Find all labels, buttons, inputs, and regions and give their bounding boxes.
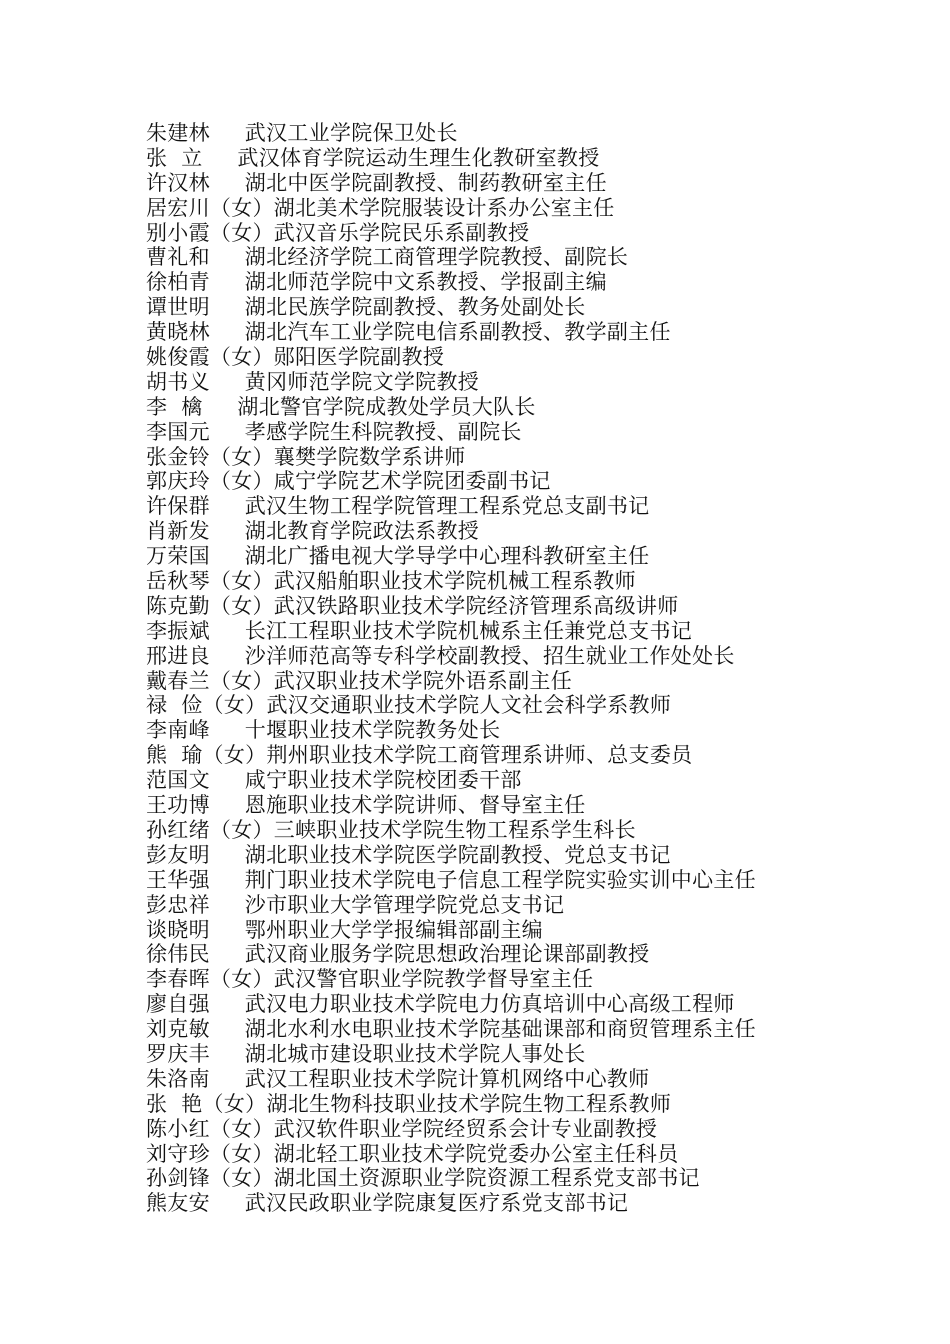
list-item: 郭庆玲（女）咸宁学院艺术学院团委副书记	[146, 469, 551, 494]
list-item: 李振斌 长江工程职业技术学院机械系主任兼党总支书记	[146, 618, 693, 643]
list-item: 李国元 孝感学院生科院教授、副院长	[146, 419, 522, 444]
list-item: 陈小红（女）武汉软件职业学院经贸系会计专业副教授	[146, 1116, 658, 1141]
list-item: 孙红绪（女）三峡职业技术学院生物工程系学生科长	[146, 817, 636, 842]
list-item: 姚俊霞（女）郧阳医学院副教授	[146, 345, 445, 370]
list-item: 廖自强 武汉电力职业技术学院电力仿真培训中心高级工程师	[146, 992, 735, 1017]
list-item: 李南峰 十堰职业技术学院教务处长	[146, 718, 501, 743]
list-item: 张 艳（女）湖北生物科技职业技术学院生物工程系教师	[146, 1091, 672, 1116]
list-item: 孙剑锋（女）湖北国土资源职业学院资源工程系党支部书记	[146, 1166, 700, 1191]
list-item: 许汉林 湖北中医学院副教授、制药教研室主任	[146, 170, 607, 195]
list-item: 邢进良 沙洋师范高等专科学校副教授、招生就业工作处处长	[146, 643, 735, 668]
list-item: 刘克敏 湖北水利水电职业技术学院基础课部和商贸管理系主任	[146, 1017, 756, 1042]
list-item: 彭友明 湖北职业技术学院医学院副教授、党总支书记	[146, 842, 671, 867]
list-item: 张金铃（女）襄樊学院数学系讲师	[146, 444, 466, 469]
list-item: 熊 瑜（女）荆州职业技术学院工商管理系讲师、总支委员	[146, 743, 693, 768]
list-item: 谈晓明 鄂州职业大学学报编辑部副主编	[146, 917, 543, 942]
list-item: 李春晖（女）武汉警官职业学院教学督导室主任	[146, 967, 594, 992]
list-item: 许保群 武汉生物工程学院管理工程系党总支副书记	[146, 494, 650, 519]
list-item: 张 立 武汉体育学院运动生理生化教研室教授	[146, 145, 600, 170]
list-item: 范国文 咸宁职业技术学院校团委干部	[146, 768, 522, 793]
list-item: 陈克勤（女）武汉铁路职业技术学院经济管理系高级讲师	[146, 593, 679, 618]
list-item: 李 檎 湖北警官学院成教处学员大队长	[146, 394, 536, 419]
list-item: 谭世明 湖北民族学院副教授、教务处副处长	[146, 295, 586, 320]
list-item: 万荣国 湖北广播电视大学导学中心理科教研室主任	[146, 544, 650, 569]
list-item: 徐柏青 湖北师范学院中文系教授、学报副主编	[146, 270, 607, 295]
list-item: 别小霞（女）武汉音乐学院民乐系副教授	[146, 220, 530, 245]
name-list	[146, 121, 846, 1216]
list-item: 罗庆丰 湖北城市建设职业技术学院人事处长	[146, 1041, 586, 1066]
list-item: 黄晓林 湖北汽车工业学院电信系副教授、教学副主任	[146, 320, 671, 345]
list-item: 刘守珍（女）湖北轻工职业技术学院党委办公室主任科员	[146, 1141, 679, 1166]
list-item: 王功博 恩施职业技术学院讲师、督导室主任	[146, 793, 586, 818]
list-item: 朱洛南 武汉工程职业技术学院计算机网络中心教师	[146, 1066, 650, 1091]
list-item: 胡书义 黄冈师范学院文学院教授	[146, 369, 480, 394]
list-item: 徐伟民 武汉商业服务学院思想政治理论课部副教授	[146, 942, 650, 967]
list-item: 肖新发 湖北教育学院政法系教授	[146, 519, 480, 544]
list-item: 彭忠祥 沙市职业大学管理学院党总支书记	[146, 892, 565, 917]
list-item: 曹礼和 湖北经济学院工商管理学院教授、副院长	[146, 245, 629, 270]
list-item: 熊友安 武汉民政职业学院康复医疗系党支部书记	[146, 1191, 629, 1216]
list-item: 王华强 荆门职业技术学院电子信息工程学院实验实训中心主任	[146, 867, 756, 892]
list-item: 居宏川（女）湖北美术学院服装设计系办公室主任	[146, 195, 615, 220]
list-item: 戴春兰（女）武汉职业技术学院外语系副主任	[146, 668, 572, 693]
list-item: 朱建林 武汉工业学院保卫处长	[146, 121, 458, 145]
list-item: 岳秋琴（女）武汉船舶职业技术学院机械工程系教师	[146, 569, 636, 594]
list-item: 禄 俭（女）武汉交通职业技术学院人文社会科学系教师	[146, 693, 672, 718]
